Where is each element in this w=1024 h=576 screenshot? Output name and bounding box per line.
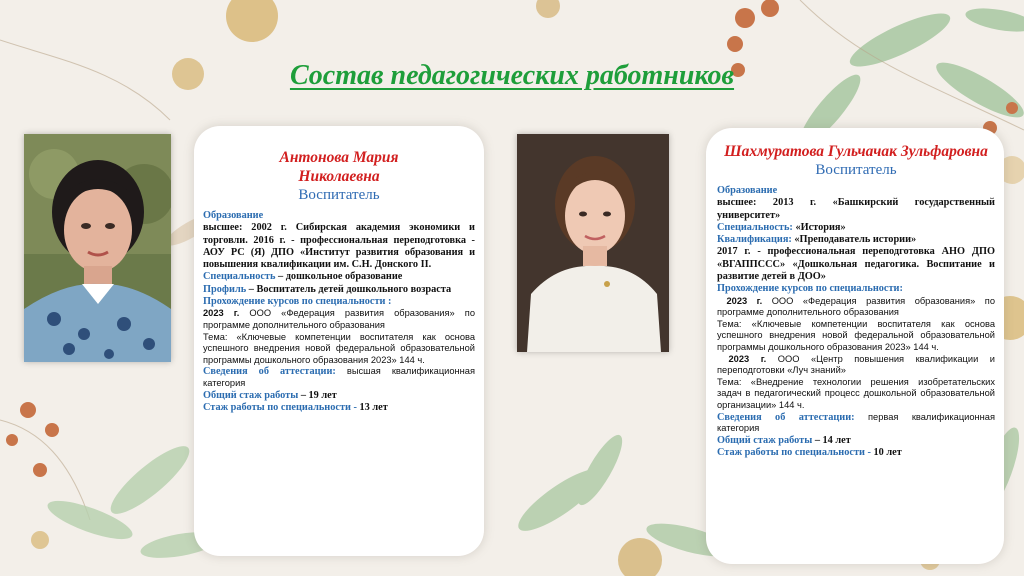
course1-text: ООО «Федерация развития образования» по программе дополнительного образования — [717, 295, 995, 318]
gold-dot — [536, 0, 560, 18]
specialty-text: «История» — [795, 221, 846, 233]
education-text: высшее: 2002 г. Сибирская академия экономики и торговли. 2016 г. - профессиональная переподготовка - АОУ РС (Я) ДПО «Институт развития образования и повышения квалификации им. С.Н. Донского II. — [203, 222, 475, 271]
specialty-label: Специальность — [203, 271, 276, 283]
portrait-image — [517, 134, 669, 352]
specialty-experience-value: 10 лет — [873, 447, 902, 459]
teacher2-role: Воспитатель — [815, 162, 897, 178]
teacher1-role: Воспитатель — [298, 187, 380, 203]
teacher2-name: Шахмуратова Гульчачак Зульфаровна — [724, 143, 988, 160]
teacher1-card — [194, 126, 484, 556]
course1-year: 2023 г. — [726, 295, 763, 306]
attestation-label: Сведения об аттестации: — [203, 366, 336, 378]
page-title: Состав педагогических работников — [289, 60, 735, 91]
gold-dot — [31, 531, 49, 549]
retraining-text: 2017 г. - профессиональная переподготовка АНО ДПО «ВГАППССС» «Дошкольная педагогика. Воспитание и развитие детей в ДОО» — [717, 246, 995, 283]
portrait-image — [24, 134, 171, 362]
teacher2-details — [717, 185, 995, 459]
course1-topic: Тема: «Ключевые компетенции воспитателя как основа успешного внедрения новой федеральной образовательной программы дошкольного образования 2023» 144 ч. — [717, 318, 995, 353]
qualification-text: «Преподаватель истории» — [794, 234, 917, 246]
specialty-label: Специальность: — [717, 221, 793, 233]
qualification-label: Квалификация: — [717, 234, 792, 246]
attestation-text: высшая квалификационная категория — [203, 366, 475, 388]
total-experience-label: Общий стаж работы — [203, 389, 299, 401]
course-text: ООО «Федерация развития образования» по программе дополнительного образования — [203, 308, 475, 330]
attestation-text: первая квалификационная категория — [717, 411, 995, 434]
profile-text: – Воспитатель детей дошкольного возраста — [248, 283, 452, 295]
courses-label: Прохождение курсов по специальности: — [717, 283, 903, 295]
teacher2-card — [706, 128, 1004, 564]
specialty-experience-label: Стаж работы по специальности - — [717, 447, 871, 459]
education-label: Образование — [203, 210, 264, 221]
gold-dot — [618, 538, 662, 576]
total-experience-value: – 14 лет — [814, 434, 851, 446]
gold-dot — [226, 0, 278, 42]
course2-topic: Тема: «Внедрение технологии решения изобретательских задач в педагогический процесс дошкольной образовательной организации» 144 ч. — [717, 376, 995, 411]
teacher1-details — [203, 210, 475, 414]
attestation-label: Сведения об аттестации: — [717, 411, 855, 423]
teacher1-photo — [24, 134, 171, 362]
total-experience-label: Общий стаж работы — [717, 434, 813, 446]
course-topic: Тема: «Ключевые компетенции воспитателя как основа успешного внедрения новой федеральной образовательной программы дошкольного образования 2023» 144 ч. — [203, 331, 475, 365]
specialty-text: – дошкольное образование — [278, 271, 403, 283]
profile-label: Профиль — [203, 283, 247, 295]
course2-text: ООО «Центр повышения квалификации и переподготовки «Луч знаний» — [717, 353, 995, 376]
teacher2-photo — [517, 134, 669, 352]
education-text: высшее: 2013 г. «Башкирский государственный университет» — [717, 197, 995, 221]
courses-label: Прохождение курсов по специальности : — [203, 296, 392, 308]
specialty-experience-label: Стаж работы по специальности - — [203, 401, 357, 413]
total-experience-value: – 19 лет — [300, 389, 337, 401]
teacher1-name: Антонова Мария Николаевна — [279, 149, 399, 185]
course2-year: 2023 г. — [728, 353, 767, 364]
education-label: Образование — [717, 185, 778, 196]
specialty-experience-value: 13 лет — [359, 401, 388, 413]
course-year: 2023 г. — [203, 308, 240, 319]
